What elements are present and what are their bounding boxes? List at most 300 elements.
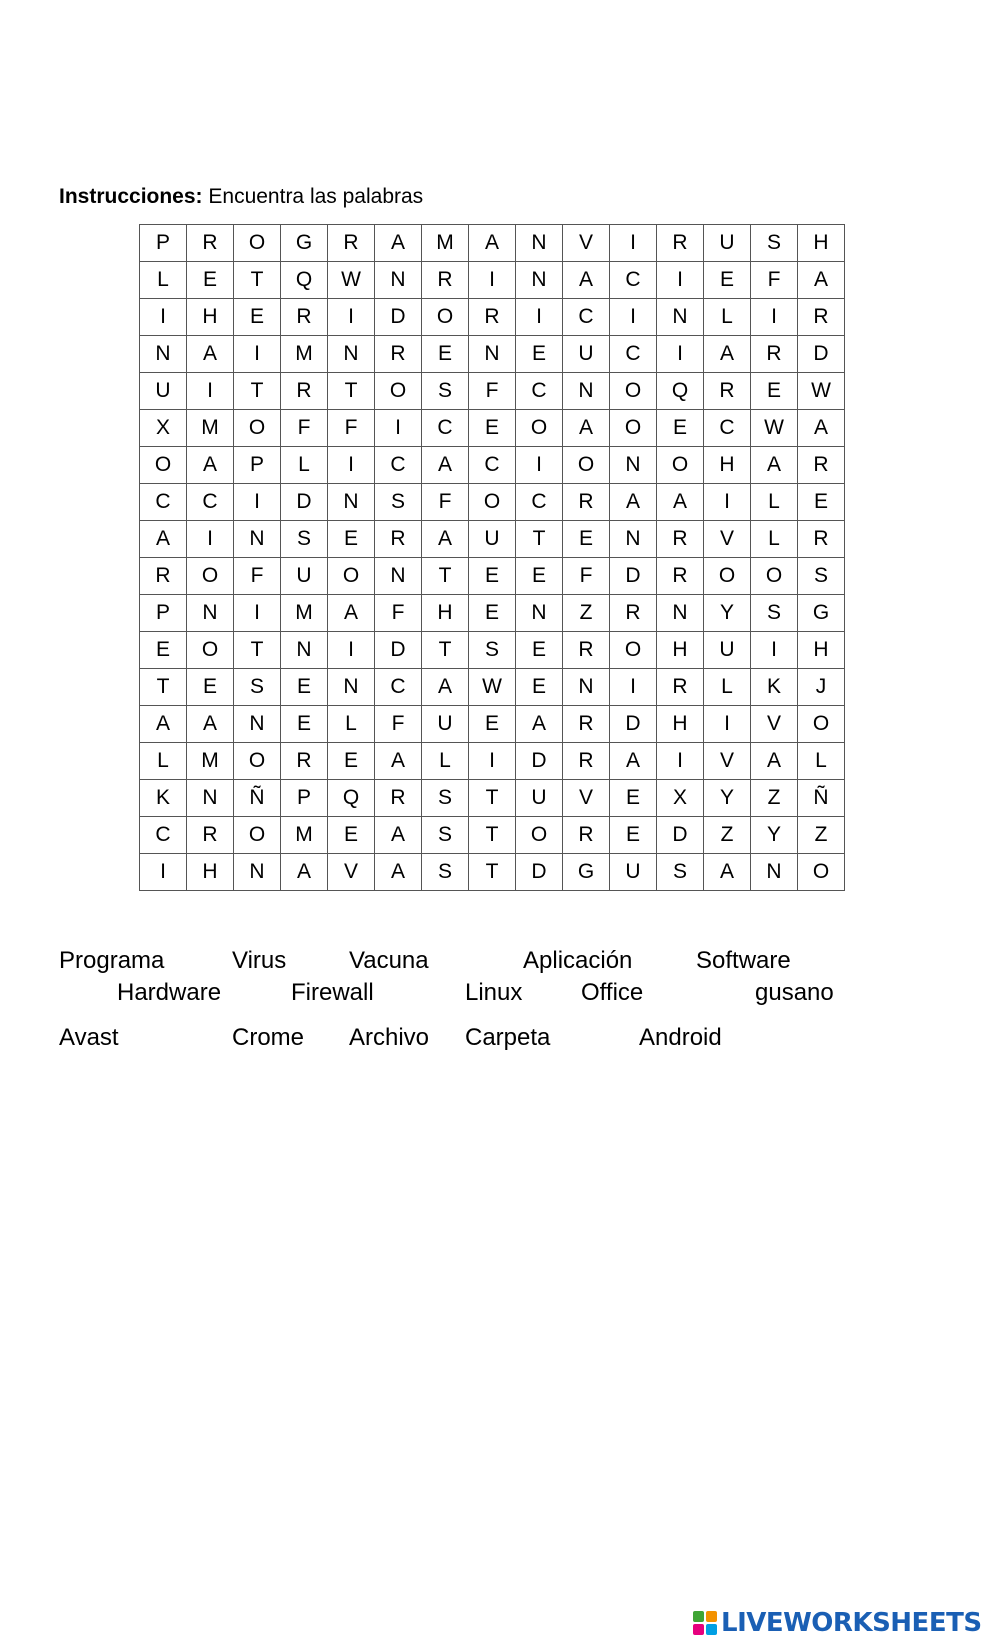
grid-cell: V bbox=[563, 780, 610, 817]
grid-cell: R bbox=[187, 225, 234, 262]
grid-cell: F bbox=[469, 373, 516, 410]
word-office: Office bbox=[581, 979, 644, 1006]
grid-cell: E bbox=[328, 521, 375, 558]
grid-cell: A bbox=[704, 854, 751, 891]
grid-cell: T bbox=[234, 373, 281, 410]
grid-cell: O bbox=[610, 632, 657, 669]
grid-cell: A bbox=[328, 595, 375, 632]
grid-row bbox=[140, 669, 845, 706]
grid-cell: X bbox=[140, 410, 187, 447]
grid-row bbox=[140, 632, 845, 669]
grid-cell: R bbox=[469, 299, 516, 336]
grid-cell: N bbox=[234, 706, 281, 743]
grid-cell: T bbox=[140, 669, 187, 706]
grid-cell: L bbox=[751, 484, 798, 521]
grid-cell: D bbox=[375, 632, 422, 669]
grid-cell: A bbox=[798, 410, 845, 447]
word-avast: Avast bbox=[59, 1024, 119, 1051]
grid-row bbox=[140, 706, 845, 743]
grid-cell: C bbox=[375, 447, 422, 484]
grid-cell: D bbox=[281, 484, 328, 521]
grid-cell: M bbox=[187, 743, 234, 780]
grid-cell: Q bbox=[281, 262, 328, 299]
grid-cell: G bbox=[563, 854, 610, 891]
grid-cell: E bbox=[516, 558, 563, 595]
grid-cell: S bbox=[657, 854, 704, 891]
grid-cell: E bbox=[516, 336, 563, 373]
liveworksheets-wordmark: LIVEWORKSHEETS bbox=[721, 1608, 982, 1638]
grid-cell: P bbox=[140, 595, 187, 632]
grid-cell: R bbox=[375, 336, 422, 373]
grid-cell: T bbox=[234, 262, 281, 299]
grid-cell: R bbox=[140, 558, 187, 595]
grid-row bbox=[140, 595, 845, 632]
grid-cell: R bbox=[657, 225, 704, 262]
grid-cell: O bbox=[328, 558, 375, 595]
grid-cell: I bbox=[516, 447, 563, 484]
grid-cell: A bbox=[140, 706, 187, 743]
grid-cell: R bbox=[657, 669, 704, 706]
grid-row bbox=[140, 299, 845, 336]
grid-cell: E bbox=[469, 558, 516, 595]
word-vacuna: Vacuna bbox=[349, 947, 429, 974]
grid-cell: Y bbox=[704, 595, 751, 632]
grid-cell: D bbox=[798, 336, 845, 373]
grid-cell: Z bbox=[704, 817, 751, 854]
grid-cell: W bbox=[751, 410, 798, 447]
grid-row bbox=[140, 447, 845, 484]
grid-cell: R bbox=[375, 521, 422, 558]
grid-cell: I bbox=[751, 632, 798, 669]
grid-cell: R bbox=[281, 299, 328, 336]
grid-cell: O bbox=[422, 299, 469, 336]
grid-cell: U bbox=[469, 521, 516, 558]
grid-cell: R bbox=[375, 780, 422, 817]
grid-cell: I bbox=[234, 336, 281, 373]
grid-cell: E bbox=[281, 669, 328, 706]
grid-cell: I bbox=[751, 299, 798, 336]
grid-cell: P bbox=[140, 225, 187, 262]
grid-cell: A bbox=[704, 336, 751, 373]
grid-cell: A bbox=[281, 854, 328, 891]
grid-cell: O bbox=[610, 410, 657, 447]
logo-square bbox=[693, 1624, 704, 1635]
grid-cell: N bbox=[563, 373, 610, 410]
grid-cell: M bbox=[281, 595, 328, 632]
grid-cell: S bbox=[469, 632, 516, 669]
grid-cell: S bbox=[422, 373, 469, 410]
grid-cell: N bbox=[516, 225, 563, 262]
grid-cell: L bbox=[422, 743, 469, 780]
grid-cell: L bbox=[704, 299, 751, 336]
grid-row bbox=[140, 336, 845, 373]
grid-cell: C bbox=[610, 336, 657, 373]
grid-cell: L bbox=[704, 669, 751, 706]
grid-cell: I bbox=[375, 410, 422, 447]
grid-cell: L bbox=[328, 706, 375, 743]
grid-cell: A bbox=[469, 225, 516, 262]
grid-cell: A bbox=[798, 262, 845, 299]
grid-cell: A bbox=[422, 669, 469, 706]
grid-cell: R bbox=[798, 521, 845, 558]
grid-cell: A bbox=[375, 225, 422, 262]
grid-cell: F bbox=[328, 410, 375, 447]
grid-cell: T bbox=[422, 558, 469, 595]
grid-cell: A bbox=[422, 447, 469, 484]
grid-cell: J bbox=[798, 669, 845, 706]
grid-cell: A bbox=[140, 521, 187, 558]
grid-cell: T bbox=[516, 521, 563, 558]
grid-cell: N bbox=[375, 558, 422, 595]
grid-cell: F bbox=[422, 484, 469, 521]
grid-cell: C bbox=[563, 299, 610, 336]
grid-cell: A bbox=[610, 484, 657, 521]
grid-cell: E bbox=[610, 780, 657, 817]
grid-cell: N bbox=[187, 780, 234, 817]
grid-cell: R bbox=[563, 632, 610, 669]
grid-cell: A bbox=[516, 706, 563, 743]
grid-cell: E bbox=[140, 632, 187, 669]
grid-cell: I bbox=[704, 484, 751, 521]
grid-cell: D bbox=[610, 558, 657, 595]
word-aplicacion: Aplicación bbox=[523, 947, 633, 974]
grid-cell: E bbox=[798, 484, 845, 521]
grid-cell: S bbox=[234, 669, 281, 706]
grid-cell: I bbox=[610, 225, 657, 262]
grid-row bbox=[140, 373, 845, 410]
grid-cell: A bbox=[375, 854, 422, 891]
grid-cell: Ñ bbox=[234, 780, 281, 817]
grid-cell: L bbox=[751, 521, 798, 558]
grid-cell: U bbox=[422, 706, 469, 743]
grid-cell: H bbox=[187, 854, 234, 891]
grid-cell: E bbox=[657, 410, 704, 447]
grid-cell: V bbox=[751, 706, 798, 743]
logo-square bbox=[706, 1624, 717, 1635]
grid-cell: Z bbox=[563, 595, 610, 632]
word-firewall: Firewall bbox=[291, 979, 374, 1006]
grid-cell: O bbox=[516, 817, 563, 854]
grid-cell: I bbox=[140, 299, 187, 336]
grid-row bbox=[140, 484, 845, 521]
grid-cell: N bbox=[610, 447, 657, 484]
grid-cell: N bbox=[281, 632, 328, 669]
grid-cell: L bbox=[281, 447, 328, 484]
word-hardware: Hardware bbox=[117, 979, 222, 1006]
grid-cell: C bbox=[469, 447, 516, 484]
grid-cell: K bbox=[751, 669, 798, 706]
word-software: Software bbox=[696, 947, 791, 974]
grid-cell: E bbox=[516, 632, 563, 669]
grid-cell: R bbox=[281, 743, 328, 780]
grid-cell: W bbox=[469, 669, 516, 706]
grid-cell: E bbox=[469, 595, 516, 632]
grid-cell: R bbox=[422, 262, 469, 299]
grid-cell: C bbox=[140, 817, 187, 854]
grid-cell: T bbox=[328, 373, 375, 410]
grid-cell: R bbox=[704, 373, 751, 410]
grid-cell: W bbox=[328, 262, 375, 299]
grid-cell: Z bbox=[798, 817, 845, 854]
grid-cell: E bbox=[704, 262, 751, 299]
grid-cell: S bbox=[281, 521, 328, 558]
grid-row bbox=[140, 854, 845, 891]
grid-cell: H bbox=[798, 225, 845, 262]
grid-cell: L bbox=[140, 743, 187, 780]
grid-cell: N bbox=[328, 484, 375, 521]
instructions-text: Encuentra las palabras bbox=[202, 185, 424, 208]
grid-cell: D bbox=[657, 817, 704, 854]
grid-cell: I bbox=[657, 262, 704, 299]
grid-cell: I bbox=[657, 336, 704, 373]
grid-row bbox=[140, 225, 845, 262]
grid-cell: I bbox=[187, 521, 234, 558]
word-virus: Virus bbox=[232, 947, 287, 974]
grid-cell: A bbox=[563, 410, 610, 447]
grid-cell: O bbox=[798, 706, 845, 743]
grid-cell: O bbox=[140, 447, 187, 484]
grid-cell: E bbox=[751, 373, 798, 410]
grid-cell: D bbox=[375, 299, 422, 336]
grid-cell: I bbox=[328, 447, 375, 484]
grid-cell: H bbox=[657, 632, 704, 669]
grid-cell: D bbox=[516, 743, 563, 780]
grid-cell: R bbox=[610, 595, 657, 632]
grid-cell: A bbox=[187, 447, 234, 484]
grid-cell: I bbox=[328, 632, 375, 669]
grid-cell: A bbox=[751, 743, 798, 780]
grid-cell: T bbox=[469, 854, 516, 891]
grid-cell: T bbox=[469, 780, 516, 817]
grid-cell: Q bbox=[657, 373, 704, 410]
grid-cell: E bbox=[563, 521, 610, 558]
word-android: Android bbox=[639, 1024, 722, 1051]
grid-cell: U bbox=[563, 336, 610, 373]
grid-cell: V bbox=[704, 743, 751, 780]
liveworksheets-mark-icon bbox=[693, 1611, 717, 1635]
grid-cell: P bbox=[234, 447, 281, 484]
grid-cell: C bbox=[140, 484, 187, 521]
grid-cell: R bbox=[328, 225, 375, 262]
grid-cell: R bbox=[563, 817, 610, 854]
grid-cell: C bbox=[516, 484, 563, 521]
grid-cell: I bbox=[469, 743, 516, 780]
grid-cell: R bbox=[657, 558, 704, 595]
word-programa: Programa bbox=[59, 947, 165, 974]
grid-cell: S bbox=[751, 595, 798, 632]
grid-cell: R bbox=[563, 706, 610, 743]
grid-cell: E bbox=[187, 669, 234, 706]
grid-cell: E bbox=[328, 743, 375, 780]
grid-cell: O bbox=[798, 854, 845, 891]
grid-cell: N bbox=[751, 854, 798, 891]
grid-cell: N bbox=[469, 336, 516, 373]
grid-cell: O bbox=[187, 558, 234, 595]
grid-cell: A bbox=[610, 743, 657, 780]
grid-cell: R bbox=[187, 817, 234, 854]
grid-cell: H bbox=[657, 706, 704, 743]
grid-cell: T bbox=[469, 817, 516, 854]
grid-cell: O bbox=[516, 410, 563, 447]
grid-cell: C bbox=[422, 410, 469, 447]
grid-cell: I bbox=[516, 299, 563, 336]
grid-cell: I bbox=[657, 743, 704, 780]
grid-cell: I bbox=[187, 373, 234, 410]
grid-cell: N bbox=[657, 299, 704, 336]
grid-cell: C bbox=[187, 484, 234, 521]
grid-cell: F bbox=[375, 595, 422, 632]
word-archivo: Archivo bbox=[349, 1024, 430, 1051]
grid-cell: A bbox=[422, 521, 469, 558]
grid-cell: H bbox=[422, 595, 469, 632]
grid-cell: V bbox=[704, 521, 751, 558]
grid-cell: N bbox=[328, 336, 375, 373]
grid-cell: S bbox=[422, 780, 469, 817]
grid-cell: L bbox=[140, 262, 187, 299]
grid-cell: T bbox=[422, 632, 469, 669]
grid-cell: G bbox=[281, 225, 328, 262]
grid-cell: M bbox=[281, 336, 328, 373]
grid-cell: H bbox=[704, 447, 751, 484]
grid-cell: R bbox=[563, 743, 610, 780]
grid-cell: S bbox=[798, 558, 845, 595]
grid-cell: D bbox=[610, 706, 657, 743]
grid-cell: I bbox=[610, 669, 657, 706]
grid-cell: R bbox=[798, 299, 845, 336]
grid-cell: S bbox=[422, 854, 469, 891]
word-carpeta: Carpeta bbox=[465, 1024, 551, 1051]
grid-cell: E bbox=[281, 706, 328, 743]
grid-cell: I bbox=[234, 595, 281, 632]
grid-cell: U bbox=[516, 780, 563, 817]
grid-cell: R bbox=[281, 373, 328, 410]
grid-cell: N bbox=[516, 262, 563, 299]
grid-cell: F bbox=[751, 262, 798, 299]
grid-cell: A bbox=[375, 743, 422, 780]
grid-row bbox=[140, 262, 845, 299]
grid-cell: N bbox=[328, 669, 375, 706]
grid-cell: H bbox=[798, 632, 845, 669]
grid-cell: R bbox=[563, 484, 610, 521]
grid-cell: L bbox=[798, 743, 845, 780]
grid-cell: V bbox=[563, 225, 610, 262]
grid-cell: S bbox=[375, 484, 422, 521]
grid-cell: M bbox=[422, 225, 469, 262]
grid-cell: R bbox=[657, 521, 704, 558]
grid-cell: Q bbox=[328, 780, 375, 817]
word-search-grid bbox=[139, 224, 845, 891]
grid-cell: M bbox=[187, 410, 234, 447]
grid-cell: E bbox=[469, 410, 516, 447]
grid-cell: N bbox=[657, 595, 704, 632]
grid-cell: I bbox=[328, 299, 375, 336]
grid-cell: A bbox=[563, 262, 610, 299]
grid-cell: E bbox=[328, 817, 375, 854]
grid-row bbox=[140, 743, 845, 780]
grid-cell: C bbox=[375, 669, 422, 706]
grid-cell: W bbox=[798, 373, 845, 410]
grid-cell: X bbox=[657, 780, 704, 817]
grid-cell: E bbox=[610, 817, 657, 854]
word-linux: Linux bbox=[465, 979, 523, 1006]
grid-cell: C bbox=[704, 410, 751, 447]
grid-cell: K bbox=[140, 780, 187, 817]
grid-row bbox=[140, 410, 845, 447]
grid-cell: S bbox=[751, 225, 798, 262]
grid-cell: N bbox=[375, 262, 422, 299]
grid-cell: N bbox=[187, 595, 234, 632]
word-gusano: gusano bbox=[755, 979, 834, 1006]
grid-cell: O bbox=[234, 743, 281, 780]
grid-cell: F bbox=[375, 706, 422, 743]
grid-cell: R bbox=[798, 447, 845, 484]
grid-cell: N bbox=[610, 521, 657, 558]
grid-cell: U bbox=[140, 373, 187, 410]
grid-cell: A bbox=[187, 336, 234, 373]
grid-cell: E bbox=[234, 299, 281, 336]
grid-cell: T bbox=[234, 632, 281, 669]
grid-cell: O bbox=[234, 225, 281, 262]
grid-cell: O bbox=[234, 817, 281, 854]
grid-cell: O bbox=[234, 410, 281, 447]
grid-cell: U bbox=[704, 225, 751, 262]
grid-cell: O bbox=[187, 632, 234, 669]
grid-cell: O bbox=[469, 484, 516, 521]
grid-cell: N bbox=[234, 854, 281, 891]
logo-square bbox=[693, 1611, 704, 1622]
grid-cell: U bbox=[704, 632, 751, 669]
grid-cell: G bbox=[798, 595, 845, 632]
grid-cell: N bbox=[516, 595, 563, 632]
grid-cell: D bbox=[516, 854, 563, 891]
grid-cell: O bbox=[375, 373, 422, 410]
grid-row bbox=[140, 780, 845, 817]
grid-row bbox=[140, 817, 845, 854]
liveworksheets-logo bbox=[693, 1607, 982, 1639]
grid-cell: F bbox=[563, 558, 610, 595]
grid-cell: E bbox=[187, 262, 234, 299]
grid-cell: E bbox=[422, 336, 469, 373]
grid-cell: Y bbox=[704, 780, 751, 817]
grid-cell: N bbox=[140, 336, 187, 373]
instructions bbox=[59, 185, 423, 209]
grid-cell: E bbox=[516, 669, 563, 706]
grid-cell: I bbox=[469, 262, 516, 299]
grid-cell: O bbox=[610, 373, 657, 410]
grid-cell: C bbox=[610, 262, 657, 299]
grid-cell: O bbox=[657, 447, 704, 484]
grid-cell: E bbox=[469, 706, 516, 743]
grid-cell: F bbox=[281, 410, 328, 447]
grid-cell: A bbox=[187, 706, 234, 743]
grid-cell: P bbox=[281, 780, 328, 817]
grid-cell: M bbox=[281, 817, 328, 854]
grid-cell: Y bbox=[751, 817, 798, 854]
grid-cell: A bbox=[657, 484, 704, 521]
grid-cell: N bbox=[563, 669, 610, 706]
grid-cell: U bbox=[610, 854, 657, 891]
grid-cell: O bbox=[751, 558, 798, 595]
grid-cell: F bbox=[234, 558, 281, 595]
grid-cell: S bbox=[422, 817, 469, 854]
grid-row bbox=[140, 521, 845, 558]
grid-cell: Ñ bbox=[798, 780, 845, 817]
grid-row bbox=[140, 558, 845, 595]
grid-cell: I bbox=[234, 484, 281, 521]
instructions-label: Instrucciones: bbox=[59, 185, 203, 208]
word-crome: Crome bbox=[232, 1024, 305, 1051]
grid-cell: I bbox=[140, 854, 187, 891]
